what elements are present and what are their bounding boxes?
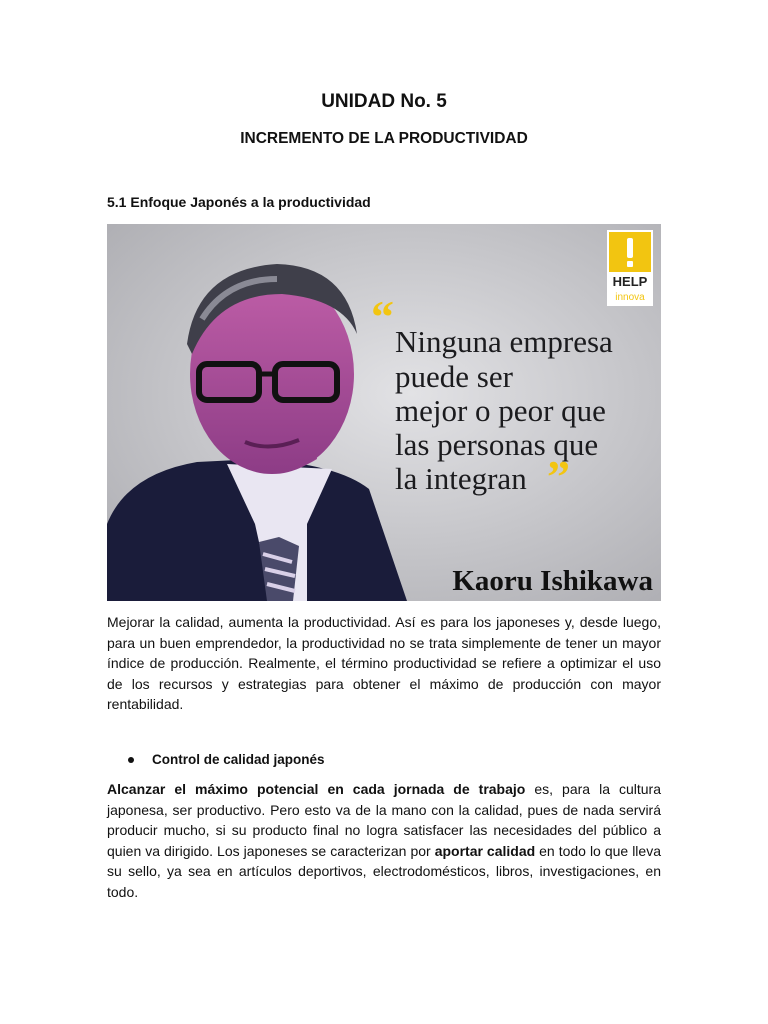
paragraph-2-text-1: es, para la cultura japonesa, ser productivo. Pero esto va de la mano con la calidad, pues de nada servirá producir mucho, si su producto final no logra satisfacer las necesidades del público a quien va dirigido. Los japoneses se caracterizan por	[107, 781, 662, 859]
paragraph-2-bold-1: Alcanzar el máximo potencial en cada jornada de trabajo	[107, 781, 526, 797]
quote-author: Kaoru Ishikawa	[452, 565, 653, 597]
close-quote-mark: ”	[547, 451, 570, 502]
bullet-label: Control de calidad japonés	[152, 752, 325, 767]
section-heading: 5.1 Enfoque Japonés a la productividad	[107, 194, 371, 210]
page-title: UNIDAD No. 5	[321, 91, 447, 112]
quote-line-2: puede ser	[395, 359, 513, 394]
quote-line-3: mejor o peor que	[395, 393, 606, 428]
paragraph-2	[107, 779, 661, 903]
bullet-item	[128, 752, 325, 767]
help-innova-logo	[607, 230, 653, 306]
svg-text:innova: innova	[615, 292, 645, 303]
paragraph-2-text-2: en todo lo que lleva su sello, ya sea en artículos deportivos, electrodomésticos, libros, investigaciones, en todo.	[107, 842, 661, 900]
paragraph-1: Mejorar la calidad, aumenta la productividad. Así es para los japoneses y, desde luego, para un buen emprendedor, la productividad no se trata simplemente de tener un mayor índice de producción. Realmente, el término productividad se refiere a optimizar el uso de los recursos y estrategias para obtener el máximo de producción con mayor rentabilidad.	[107, 614, 661, 713]
paragraph-2-bold-2: aportar calidad	[434, 842, 536, 859]
quote-line-1: Ninguna empresa	[395, 324, 613, 359]
open-quote-mark: “	[371, 291, 394, 342]
ishikawa-quote-image	[107, 224, 661, 601]
svg-text:HELP: HELP	[612, 274, 648, 289]
bullet-dot-icon	[128, 757, 134, 763]
quote-line-4: las personas que	[395, 427, 599, 462]
quote-line-5: la integran	[395, 461, 527, 496]
page-subtitle: INCREMENTO DE LA PRODUCTIVIDAD	[240, 130, 528, 147]
